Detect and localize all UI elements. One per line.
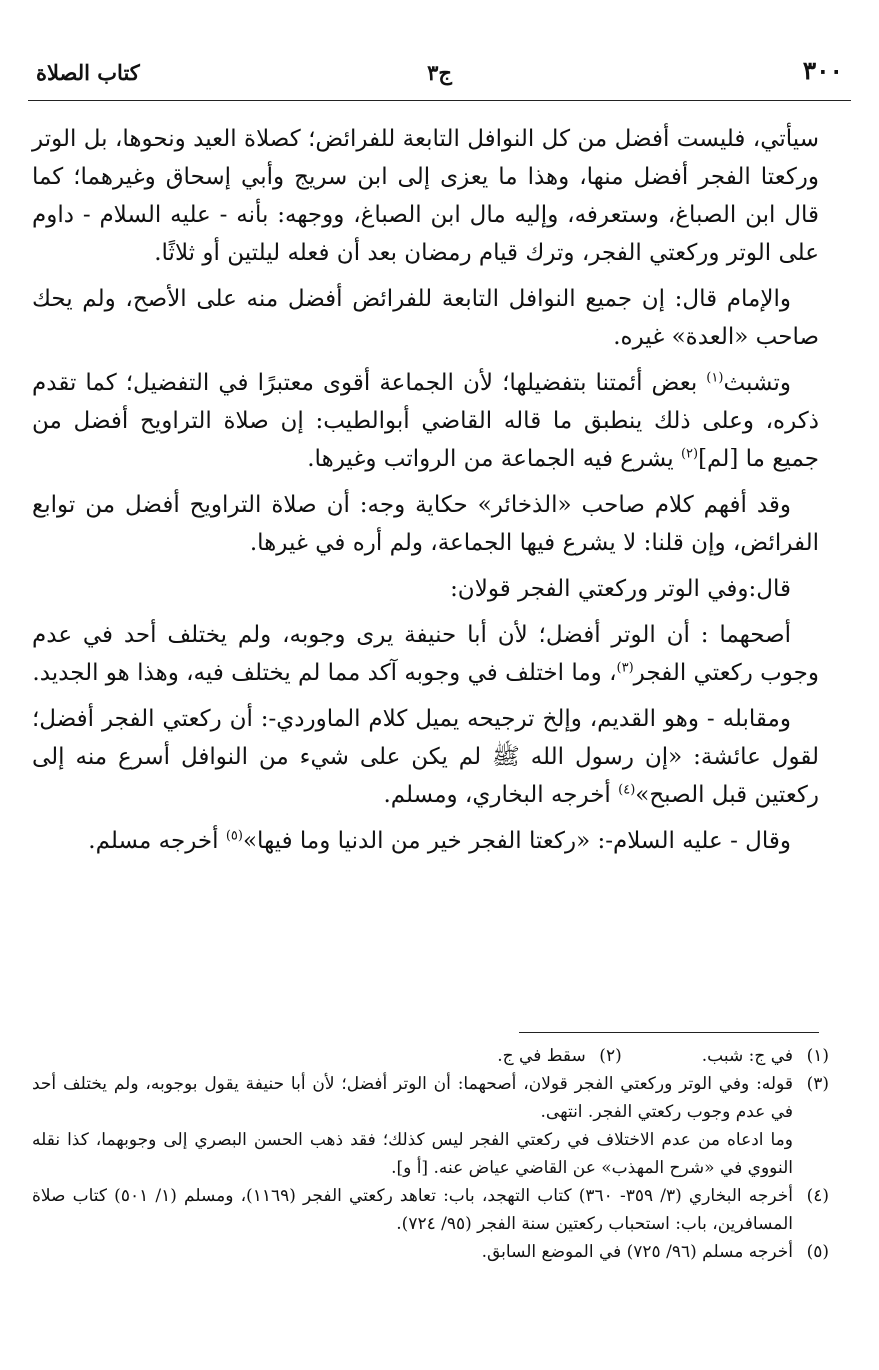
footnote-5 [32,1238,829,1266]
footnote-number: (٢) [599,1046,622,1066]
paragraph [32,822,819,860]
paragraph: سيأتي، فليست أفضل من كل النوافل التابعة للفرائض؛ كصلاة العيد ونحوها، بل الوتر وركعتا الفجر أفضل منها، وهذا ما يعزى إلى ابن سريج وأبي إسحاق وغيرهما؛ كما قال ابن الصباغ، وستعرفه، وإليه مال ابن الصباغ، ووجهه: بأنه - عليه السلام - داوم على الوتر وركعتي الفجر، وترك قيام رمضان بعد أن فعله ليلتين أو ثلاثًا. [32,126,819,266]
footnote-ref[interactable]: (١) [706,370,724,386]
text-run: يشرع فيه الجماعة من الرواتب وغيرها. [307,446,674,472]
footnote-row [32,1042,829,1070]
footnotes [32,1042,829,1266]
footnote-text: قوله: وفي الوتر وركعتي الفجر قولان، أصحهما: أن الوتر أفضل؛ لأن أبا حنيفة يقول بوجوبه، ولم يختلف أحد في عدم وجوب ركعتي الفجر. انتهى. [32,1074,793,1122]
page-number: ٣٠٠ [802,56,843,85]
running-header [30,56,849,96]
footnote-2 [497,1042,621,1070]
footnote-rule [519,1032,819,1033]
footnote-ref[interactable]: (٤) [618,782,636,798]
footnote-number: (٣) [806,1074,829,1094]
volume-label: ج٣ [427,60,452,85]
book-title: كتاب الصلاة [36,60,140,85]
text-run: ، وما اختلف في وجوبه آكد مما لم يختلف فيه، وهذا هو الجديد. [32,660,617,686]
text-run: وقال - عليه السلام-: «ركعتا الفجر خير من الدنيا وما فيها» [242,828,791,854]
header-rule [28,100,851,101]
footnote-text: أخرجه البخاري (٣/ ٣٥٩- ٣٦٠) كتاب التهجد، باب: تعاهد ركعتي الفجر (١١٦٩)، ومسلم (١/ ٥٠١) كتاب صلاة المسافرين، باب: استحباب ركعتين سنة الفجر (٩٥/ ٧٢٤). [32,1186,793,1234]
footnote-text: سقط في ج. [497,1046,586,1066]
footnote-body [32,1070,793,1182]
footnote-4 [32,1182,829,1238]
paragraph [32,616,819,692]
footnote-ref[interactable]: (٢) [680,446,699,462]
paragraph: قال:وفي الوتر وركعتي الفجر قولان: [450,576,791,602]
text-run: وتشبث [723,370,791,396]
text-run: أخرجه البخاري، ومسلم. [383,782,611,808]
footnote-number: (١) [806,1046,829,1066]
text-run: أصحهما : أن الوتر أفضل؛ لأن أبا حنيفة يرى وجوبه، ولم يختلف أحد في عدم وجوب ركعتي الفجر [32,622,819,686]
text-run: بعض أئمتنا بتفضيلها؛ لأن الجماعة أقوى معتبرًا في التفضيل؛ كما تقدم ذكره، وعلى ذلك ينطبق ما قاله القاضي أبوالطيب: إن صلاة التراويح أفضل من جميع ما [لم] [32,370,819,472]
footnote-3 [32,1070,829,1182]
footnote-ref[interactable]: (٥) [225,828,243,844]
footnote-text: وما ادعاه من عدم الاختلاف في ركعتي الفجر ليس كذلك؛ فقد ذهب الحسن البصري إلى وجوبهما، كذا نقله النووي في «شرح المهذب» عن القاضي عياض عنه. [أ و]. [32,1130,793,1178]
footnote-number: (٤) [806,1186,829,1206]
paragraph [32,700,819,814]
text-run: أخرجه مسلم. [88,828,219,854]
footnote-text: أخرجه مسلم (٩٦/ ٧٢٥) في الموضع السابق. [481,1242,793,1262]
paragraph: والإمام قال: إن جميع النوافل التابعة للفرائض أفضل منه على الأصح، ولم يحك صاحب «العدة» غيره. [32,286,819,350]
paragraph [32,364,819,478]
paragraph: وقد أفهم كلام صاحب «الذخائر» حكاية وجه: أن صلاة التراويح أفضل من توابع الفرائض، وإن قلنا: لا يشرع فيها الجماعة، ولم أره في غيرها. [32,492,819,556]
footnote-1 [702,1042,829,1070]
main-text [32,120,819,868]
footnote-number: (٥) [806,1242,829,1262]
footnote-text: في ج: شبب. [701,1046,793,1066]
text-run: ومقابله - وهو القديم، وإلخ ترجيحه يميل كلام الماوردي-: أن ركعتي الفجر أفضل؛ لقول عائشة: «إن رسول الله ﷺ لم يكن على شيء من النوافل أسرع منه إلى ركعتين قبل الصبح» [32,706,819,808]
footnote-ref[interactable]: (٣) [616,660,634,676]
